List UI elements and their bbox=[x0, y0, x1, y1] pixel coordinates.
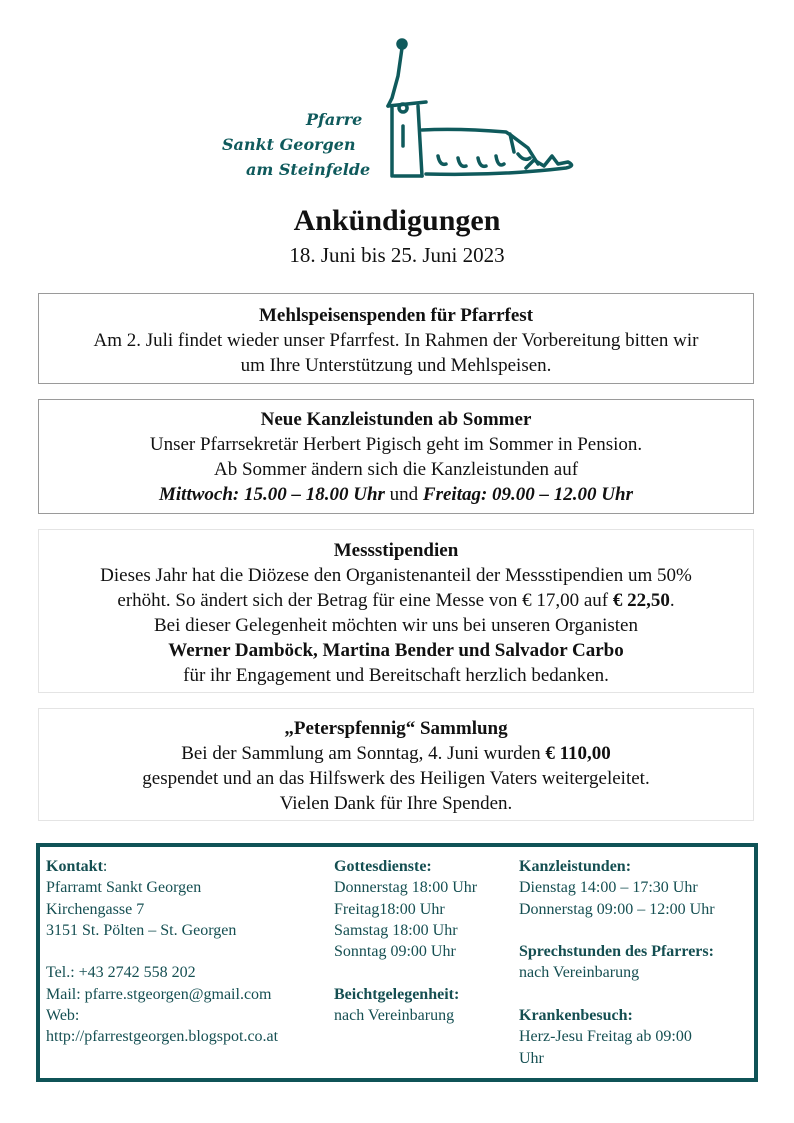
logo-line-sankt-georgen: Sankt Georgen bbox=[222, 135, 356, 154]
address-line: Kirchengasse 7 bbox=[46, 900, 145, 918]
announcement-peterspfennig bbox=[38, 708, 754, 821]
announcement-title: Messstipendien bbox=[333, 540, 459, 561]
date-range: 18. Juni bis 25. Juni 2023 bbox=[289, 243, 505, 267]
web-link[interactable]: http://pfarrestgeorgen.blogspot.co.at bbox=[46, 1028, 279, 1046]
announcement-line: Dieses Jahr hat die Diözese den Organistenanteil der Messstipendien um 50% bbox=[100, 565, 692, 586]
sick-visit-text: Herz-Jesu Freitag ab 09:00 bbox=[519, 1028, 692, 1046]
announcement-line: für ihr Engagement und Bereitschaft herzlich bedanken. bbox=[183, 665, 609, 686]
period: . bbox=[669, 590, 675, 611]
church-drawing-icon bbox=[378, 36, 578, 186]
hours-friday: Freitag: 09.00 – 12.00 Uhr bbox=[422, 484, 633, 505]
hours-joiner: und bbox=[389, 484, 419, 505]
announcement-line: Ab Sommer ändern sich die Kanzleistunden auf bbox=[213, 459, 579, 480]
announcement-mass-stipends bbox=[38, 529, 754, 693]
announcement-title: Neue Kanzleistunden ab Sommer bbox=[260, 409, 532, 430]
collection-amount: € 110,00 bbox=[545, 743, 611, 764]
office-time: Dienstag 14:00 – 17:30 Uhr bbox=[519, 879, 698, 897]
contact-box bbox=[36, 843, 758, 1082]
logo-line-am-steinfelde: am Steinfelde bbox=[246, 160, 371, 179]
collection-text: Bei der Sammlung am Sonntag, 4. Juni wurden bbox=[181, 743, 541, 764]
address-line: Pfarramt Sankt Georgen bbox=[46, 879, 202, 897]
contact-column bbox=[46, 856, 332, 1048]
organist-names: Werner Damböck, Martina Bender und Salvador Carbo bbox=[168, 640, 624, 661]
announcement-line: gespendet und an das Hilfswerk des Heiligen Vaters weitergeleitet. bbox=[142, 768, 650, 789]
announcement-line: Vielen Dank für Ihre Spenden. bbox=[279, 793, 513, 814]
announcement-title: Mehlspeisenspenden für Pfarrfest bbox=[258, 305, 534, 326]
service-time: Freitag18:00 Uhr bbox=[334, 900, 445, 918]
service-time: Donnerstag 18:00 Uhr bbox=[334, 879, 478, 897]
announcement-line: um Ihre Unterstützung und Mehlspeisen. bbox=[240, 355, 552, 376]
hours-wednesday: Mittwoch: 15.00 – 18.00 Uhr bbox=[159, 484, 385, 505]
web-label: Web: bbox=[46, 1007, 80, 1025]
address-line: 3151 St. Pölten – St. Georgen bbox=[46, 921, 237, 939]
announcement-pastry-donations bbox=[38, 293, 754, 384]
services-heading: Gottesdienste: bbox=[334, 858, 432, 875]
announcement-line bbox=[39, 741, 753, 766]
logo-line-pfarre: Pfarre bbox=[306, 110, 363, 129]
price-change-text: erhöht. So ändert sich der Betrag für eine Messe von € 17,00 auf bbox=[117, 590, 609, 611]
announcement-line: Bei dieser Gelegenheit möchten wir uns bei unseren Organisten bbox=[153, 615, 638, 636]
service-time: Samstag 18:00 Uhr bbox=[334, 921, 458, 939]
service-time: Sonntag 09:00 Uhr bbox=[334, 943, 456, 961]
phone-number: Tel.: +43 2742 558 202 bbox=[46, 964, 196, 982]
office-column bbox=[519, 856, 751, 1069]
announcement-line: Am 2. Juli findet wieder unser Pfarrfest. In Rahmen der Vorbereitung bitten wir bbox=[93, 330, 699, 351]
priest-hours-heading: Sprechstunden des Pfarrers: bbox=[519, 943, 714, 961]
new-price: € 22,50 bbox=[612, 590, 670, 611]
office-time: Donnerstag 09:00 – 12:00 Uhr bbox=[519, 900, 715, 918]
sick-visit-heading: Krankenbesuch: bbox=[519, 1007, 633, 1025]
announcement-office-hours bbox=[38, 399, 754, 514]
announcement-title: „Peterspfennig“ Sammlung bbox=[284, 718, 508, 739]
parish-logo bbox=[218, 36, 580, 186]
announcement-line bbox=[39, 588, 753, 613]
announcement-line: Unser Pfarrsekretär Herbert Pigisch geht im Sommer in Pension. bbox=[149, 434, 643, 455]
confession-text: nach Vereinbarung bbox=[334, 1007, 455, 1025]
services-column bbox=[334, 856, 514, 1026]
sick-visit-text: Uhr bbox=[519, 1049, 544, 1067]
email-address: Mail: pfarre.stgeorgen@gmail.com bbox=[46, 985, 272, 1003]
priest-hours-text: nach Vereinbarung bbox=[519, 964, 640, 982]
confession-heading: Beichtgelegenheit: bbox=[334, 985, 460, 1003]
page-title: Ankündigungen bbox=[293, 204, 501, 237]
contact-heading: Kontakt: bbox=[46, 858, 108, 875]
new-hours-line bbox=[39, 482, 753, 507]
office-heading: Kanzleistunden: bbox=[519, 858, 632, 875]
